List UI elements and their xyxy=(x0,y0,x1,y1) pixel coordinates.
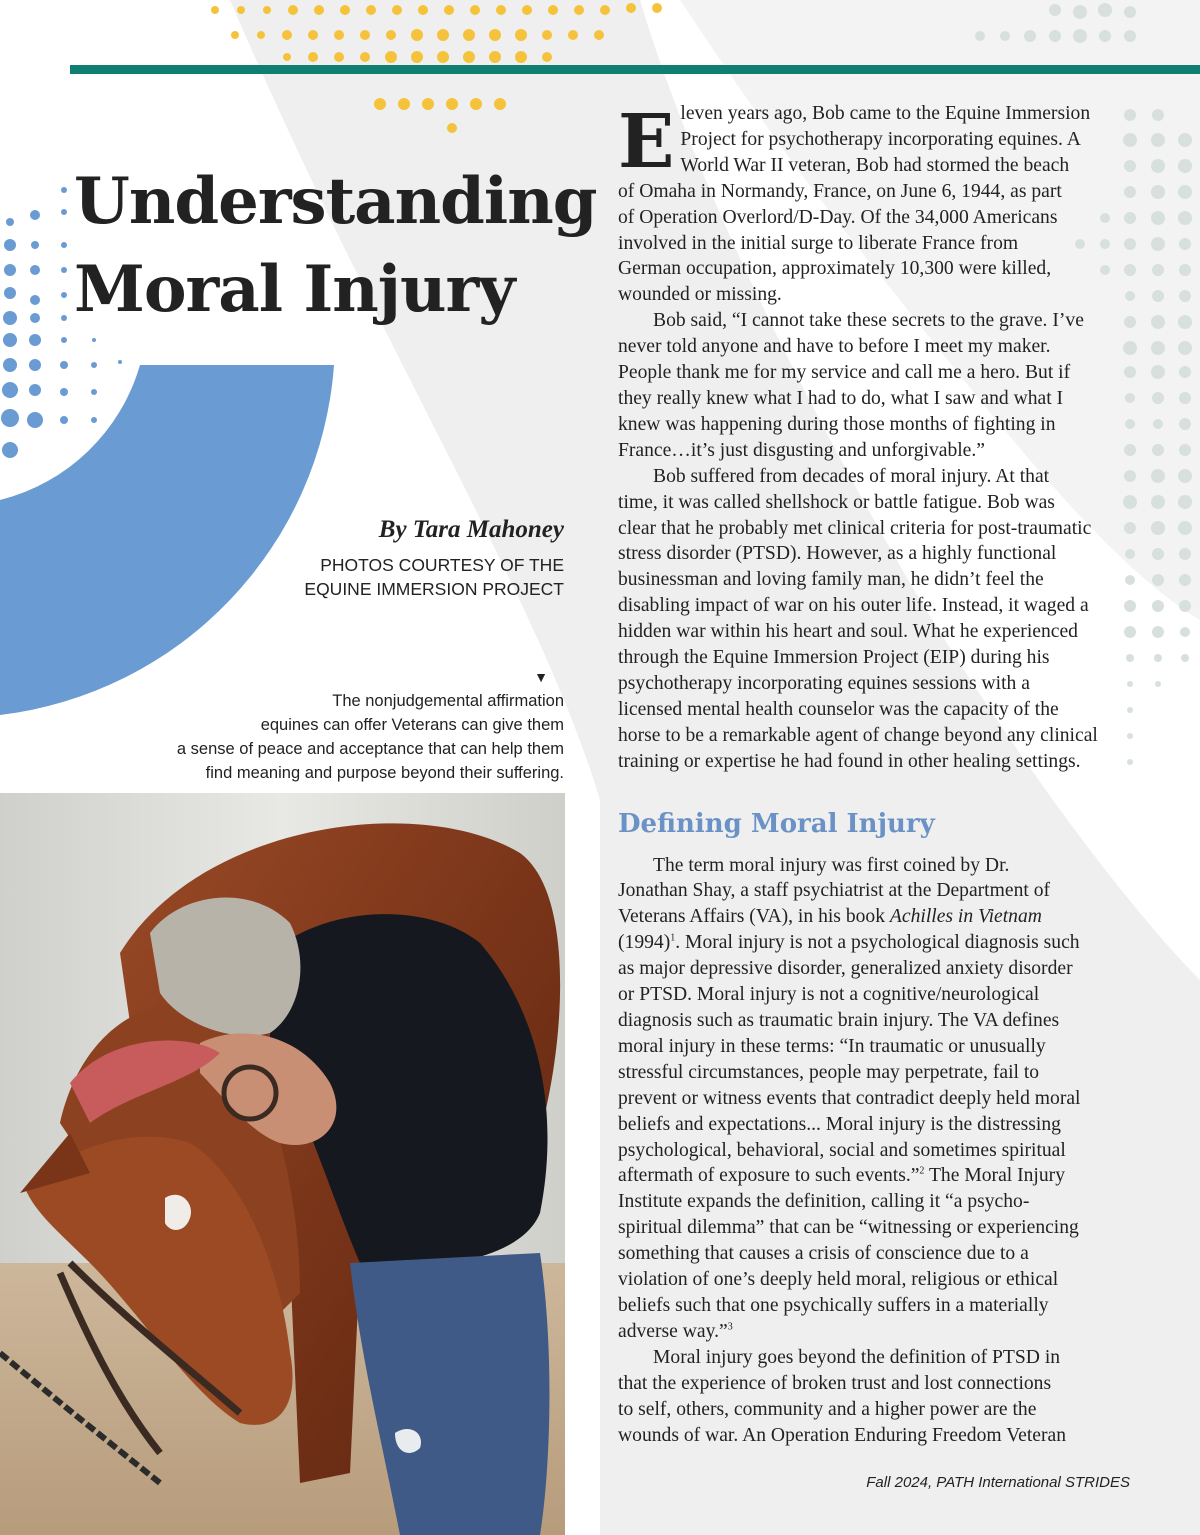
text-fragment: aftermath of exposure to such events.” xyxy=(618,1165,920,1187)
text-line: leven years ago, Bob came to the Equine Immersion xyxy=(680,103,1091,124)
text-fragment: The Moral Injury xyxy=(924,1165,1065,1187)
footnote-ref: 3 xyxy=(727,1321,733,1333)
text-line: beliefs and expectations... Moral injury is the distressing xyxy=(618,1113,1061,1135)
text-line: knew was happening during those months of fighting in xyxy=(618,413,1056,435)
text-line: as major depressive disorder, generalized anxiety disorder xyxy=(618,958,1073,980)
blue-arc xyxy=(0,365,334,715)
text-line: France…it’s just disgusting and unforgivable.” xyxy=(618,439,985,461)
paragraph-5 xyxy=(618,1345,1130,1449)
photo-caption xyxy=(124,665,564,785)
text-line: of Operation Overlord/D-Day. Of the 34,000 Americans xyxy=(618,206,1058,228)
text-line: training or expertise he had found in other healing settings. xyxy=(618,750,1081,772)
veteran-with-horse-photo xyxy=(0,793,565,1535)
text-line: businessman and loving family man, he didn’t feel the xyxy=(618,569,1044,591)
text-line: moral injury in these terms: “In traumatic or unusually xyxy=(618,1035,1046,1057)
text-line xyxy=(618,1319,1130,1345)
text-line xyxy=(618,930,1130,956)
text-line: stress disorder (PTSD). However, as a highly functional xyxy=(618,543,1057,565)
text-line: psychological, behavioral, social and sometimes spiritual xyxy=(618,1139,1066,1161)
text-fragment: adverse way.” xyxy=(618,1320,728,1342)
text-line: horse to be a remarkable agent of change beyond any clinical xyxy=(618,724,1098,746)
footnote-ref: 1 xyxy=(670,932,676,944)
text-fragment: Veterans Affairs (VA), in his book xyxy=(618,906,890,928)
photo-credit xyxy=(244,553,564,601)
page-footer: Fall 2024, PATH International STRIDES xyxy=(866,1474,1130,1491)
text-line: spiritual dilemma” that can be “witnessing or experiencing xyxy=(618,1217,1079,1239)
section-heading: Defining Moral Injury xyxy=(618,808,935,839)
article-title xyxy=(74,158,597,334)
paragraph-2 xyxy=(618,308,1130,463)
paragraph-3 xyxy=(618,464,1130,775)
caption-line-3: a sense of peace and acceptance that can help them xyxy=(176,740,564,758)
text-line: through the Equine Immersion Project (EIP) during his xyxy=(618,647,1050,669)
text-fragment: . Moral injury is not a psychological diagnosis such xyxy=(675,932,1080,954)
text-line: prevent or witness events that contradict deeply held moral xyxy=(618,1087,1081,1109)
drop-cap: E xyxy=(618,99,675,185)
text-line xyxy=(618,904,1130,930)
caption-line-1 xyxy=(124,665,564,713)
text-line: diagnosis such as traumatic brain injury. The VA defines xyxy=(618,1010,1060,1031)
text-line: something that causes a crisis of conscience due to a xyxy=(618,1243,1029,1265)
text-line: Jonathan Shay, a staff psychiatrist at the Department of xyxy=(618,880,1051,902)
credit-line-2: EQUINE IMMERSION PROJECT xyxy=(304,579,564,599)
text-line: psychotherapy incorporating equines sessions with a xyxy=(618,672,1030,694)
text-line: they really knew what I had to do, what I saw and what I xyxy=(618,387,1064,409)
text-line: violation of one’s deeply held moral, religious or ethical xyxy=(618,1269,1059,1291)
footnote-ref: 2 xyxy=(919,1165,925,1177)
text-line: World War II veteran, Bob had stormed the beach xyxy=(680,154,1070,176)
text-line: Bob suffered from decades of moral injury. At that xyxy=(653,465,1050,487)
text-line: wounded or missing. xyxy=(618,284,782,306)
text-line: Moral injury goes beyond the definition of PTSD in xyxy=(653,1346,1061,1368)
text-line: People thank me for my service and call me a hero. But if xyxy=(618,362,1071,384)
text-line: hidden war within his heart and soul. What he experienced xyxy=(618,621,1078,643)
text-line: time, it was called shellshock or battle fatigue. Bob was xyxy=(618,491,1055,513)
text-line: that the experience of broken trust and lost connections xyxy=(618,1372,1052,1394)
text-line: of Omaha in Normandy, France, on June 6, 1944, as part xyxy=(618,180,1062,202)
text-line: stressful circumstances, people may perpetrate, fail to xyxy=(618,1061,1040,1083)
text-line: The term moral injury was first coined by Dr. xyxy=(653,854,1010,876)
text-line: clear that he probably met clinical criteria for post-traumatic xyxy=(618,517,1092,539)
text-line xyxy=(618,1163,1130,1189)
text-line: never told anyone and have to before I meet my maker. xyxy=(618,336,1051,358)
text-line: Project for psychotherapy incorporating equines. A xyxy=(680,128,1081,150)
title-line-1: Understanding xyxy=(74,164,597,239)
caption-text-1: The nonjudgemental affirmation xyxy=(332,692,564,710)
caption-line-4: find meaning and purpose beyond their suffering. xyxy=(205,764,564,782)
caption-line-2: equines can offer Veterans can give them xyxy=(260,716,564,734)
text-line: German occupation, approximately 10,300 were killed, xyxy=(618,258,1052,280)
text-line: or PTSD. Moral injury is not a cognitive/neurological xyxy=(618,984,1040,1006)
article-body xyxy=(618,101,1130,1448)
paragraph-1 xyxy=(618,101,1130,308)
credit-line-1: PHOTOS COURTESY OF THE xyxy=(320,555,564,575)
text-line: involved in the initial surge to liberate France from xyxy=(618,232,1019,254)
text-line: disabling impact of war on his outer life. Instead, it waged a xyxy=(618,595,1089,617)
caption-marker-icon: ▼ xyxy=(534,669,548,685)
top-accent-bar xyxy=(70,65,1200,74)
title-line-2: Moral Injury xyxy=(74,252,515,327)
text-fragment: (1994) xyxy=(618,932,671,954)
text-line: Institute expands the definition, calling it “a psycho- xyxy=(618,1191,1030,1213)
text-line: wounds of war. An Operation Enduring Freedom Veteran xyxy=(618,1424,1067,1446)
text-line: Bob said, “I cannot take these secrets to the grave. I’ve xyxy=(653,310,1084,332)
text-line: licensed mental health counselor was the capacity of the xyxy=(618,698,1059,720)
text-line: to self, others, community and a higher power are the xyxy=(618,1398,1037,1420)
paragraph-4 xyxy=(618,853,1130,1345)
author-byline: By Tara Mahoney xyxy=(378,516,564,543)
text-line: beliefs such that one psychically suffers in a materially xyxy=(618,1294,1049,1316)
book-title: Achilles in Vietnam xyxy=(889,906,1042,928)
